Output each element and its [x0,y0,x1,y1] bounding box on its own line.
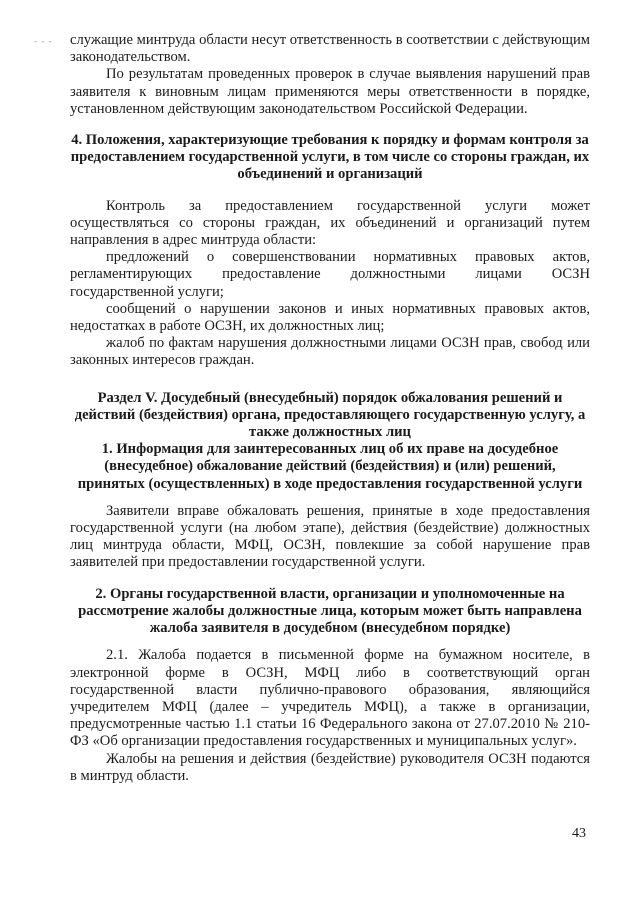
heading-appeal-information: 1. Информация для заинтересованных лиц об их праве на досудебное (внесудебное) обжалование действий (бездействия) и (или) решений, принятых (осуществленных) в ходе предоставления государственной услуги [77,441,583,492]
paragraph-inspection-results: По результатам проведенных проверок в случае выявления нарушений прав заявителя к виновным лицам применяются меры ответственности в порядке, установленном действующим законодательством Российской Федерации. [70,66,590,117]
paragraph-head-complaints: Жалобы на решения и действия (бездействие) руководителя ОСЗН подаются в минтруд области. [70,750,590,784]
section-v-title: Раздел V. Досудебный (внесудебный) порядок обжалования решений и действий (бездействия) органа, предоставляющего государственную услугу, а также должностных лиц [74,389,586,441]
paragraph-citizen-control: Контроль за предоставлением государственной услуги может осуществляться со стороны граждан, их объединений и организаций путем направления в адрес минтруда области: [70,197,590,249]
heading-authorities: 2. Органы государственной власти, организации и уполномоченные на рассмотрение жалобы должностные лица, которым может быть направлена жалоба заявителя в досудебном (внесудебном порядке) [78,585,582,637]
paragraph-complaints: жалоб по фактам нарушения должностными лицами ОСЗН прав, свобод или законных интересов граждан. [70,335,590,369]
paragraph-reports: сообщений о нарушении законов и иных нормативных правовых актов, недостатках в работе ОСЗН, их должностных лиц; [70,300,590,335]
paragraph-proposals: предложений о совершенствовании нормативных правовых актов, регламентирующих предоставление должностными лицами ОСЗН государственной услуги; [70,249,590,300]
heading-control-requirements: 4. Положения, характеризующие требования к порядку и формам контроля за предоставлением государственной услуги, в том числе со стороны граждан, их объединений и организаций [70,132,590,183]
paragraph-appeal-right: Заявители вправе обжаловать решения, принятые в ходе предоставления государственной услуги (на любом этапе), действия (бездействие) должностных лиц минтруда области, МФЦ, ОСЗН, повлекшие за собой нарушение прав заявителей при предоставлении государственной услуги. [70,502,590,571]
page-number: 43 [572,826,586,841]
paragraph-liability: служащие минтруда области несут ответственность в соответствии с действующим законодательством. [70,32,590,66]
document-body [70,32,590,785]
paragraph-complaint-filing: 2.1. Жалоба подается в письменной форме на бумажном носителе, в электронной форме в ОСЗН, МФЦ либо в соответствующий орган государственной власти публично-правового образования, являющийся учредителем МФЦ (далее – учредитель МФЦ), а также в организации, предусмотренные частью 1.1 статьи 16 Федерального закона от 27.07.2010 № 210-ФЗ «Об организации предоставления государственных и муниципальных услуг». [70,647,590,750]
margin-mark: - - - [34,36,53,46]
